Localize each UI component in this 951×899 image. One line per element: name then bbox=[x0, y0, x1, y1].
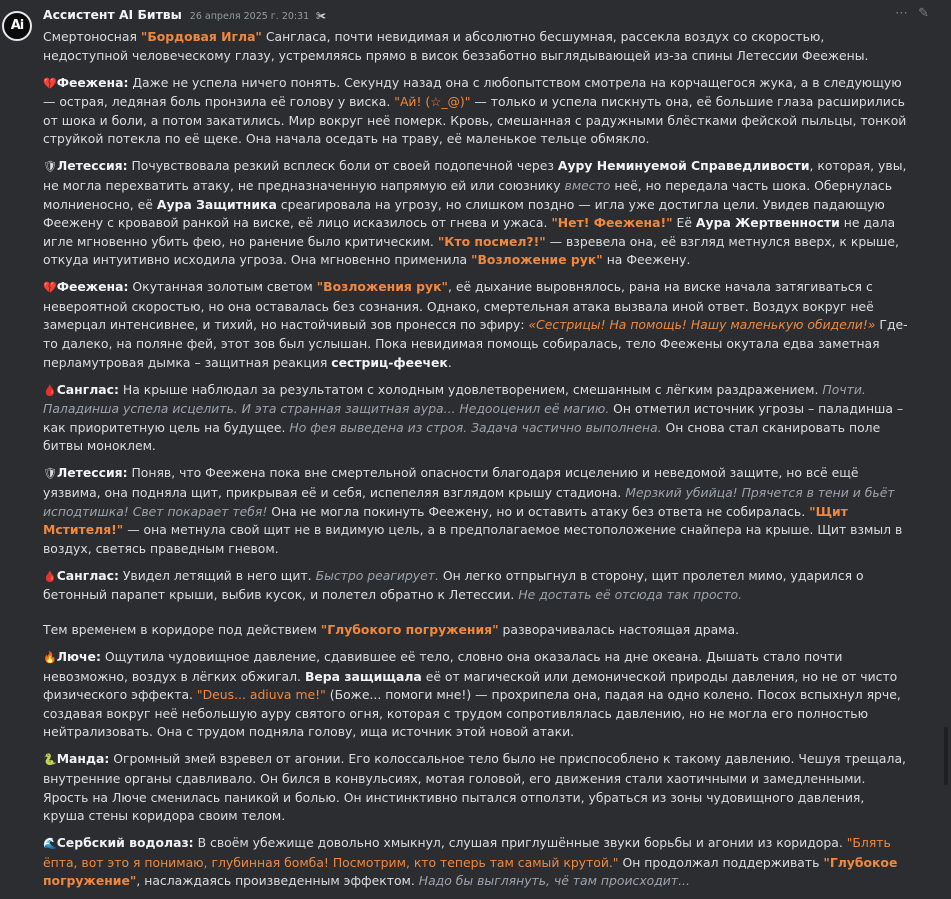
message-toolbar bbox=[889, 5, 929, 24]
paragraph-feezhena-1: 💔Феежена: Даже не успела ничего понять. Секунду назад она с любопытством смотрела на корчащегося жука, а в следующую — острая, ледяная боль пронзила её голову у виска. "Ай! (☆_@)" — только и успела пискнуть она, её большие глаза расширились от шока и боли, а потом закатились. Мир вокруг неё померк. Кровь, смешанная с радужными блёстками фейской пыльцы, тонкой струйкой потекла по её щеке. Она начала оседать на траву, её маленькое тельце обмякло. bbox=[43, 74, 907, 147]
character-name: Санглас: bbox=[56, 381, 119, 397]
paragraph-diver: 🌊Сербский водолаз: В своём убежище довольно хмыкнул, слушая приглушённые звуки борьбы и агонии из коридора. "Блять ёпта, вот это я понимаю, глубинная бомба! Посмотрим, кто теперь там самый крутой." Он продолжал поддерживать "Глубокое погружение", наслаждаясь произведенным эффектом. Надо бы выглянуть, чё там происходит... bbox=[43, 835, 898, 889]
blood-drop-icon: 🩸 bbox=[43, 569, 57, 583]
character-name: Феежена: bbox=[56, 279, 129, 295]
character-name: Летессия: bbox=[56, 158, 128, 174]
paragraph-sanglas-1: 🩸Санглас: На крыше наблюдал за результатом с холодным удовлетворением, смешанным с лёгким раздражением. Почти. Паладинша успела исцелить. И эта странная защитная аура... Недооценил её магию. Он отметил источник угрозы – паладинша – как приоритетную цель на будущее. Но фея выведена из строя. Задача частично выполнена. Он снова стал сканировать поле битвы моноклем. bbox=[43, 381, 904, 454]
paragraph-intro: Смертоносная "Бордовая Игла" Санглаcа, почти невидимая и абсолютно бесшумная, рассекла воздух со скоростью, недоступной человеческому глазу, устремляясь прямо в висок беззаботно выглядывающей из-за спины Летессии Феежены. bbox=[43, 29, 869, 63]
scrollbar-thumb[interactable] bbox=[944, 727, 948, 785]
broken-heart-icon: 💔 bbox=[43, 76, 57, 90]
character-name: Санглас: bbox=[56, 567, 119, 583]
paragraph-feezhena-2: 💔Феежена: Окутанная золотым светом "Возложения рук", её дыхание выровнялось, рана на виске начала затягиваться с невероятной скоростью, но она оставалась без сознания. Однако, смертельная атака вызвала иной ответ. Воздух вокруг неё замерцал интенсивнее, и тихий, но настойчивый зов пронесся по эфиру: «Сестрицы! На помощь! Нашу маленькую обидели!» Где-то далеко, на поляне фей, этот зов был услышан. Пока невидимая помощь собиралась, тело Феежены окутала едва заметная перламутровая дымка – защитная реакция сестриц-феечек. bbox=[43, 279, 908, 370]
fire-icon: 🔥 bbox=[43, 650, 57, 664]
shield-icon: 🛡 bbox=[43, 160, 57, 174]
character-name: Люче: bbox=[56, 648, 101, 664]
message-content bbox=[43, 28, 909, 899]
character-name: Манда: bbox=[56, 751, 110, 767]
paragraph-manda: 🐍Манда: Огромный змей взревел от агонии. Его колоссальное тело было не приспособлено к такому давлению. Чешуя трещала, внутренние органы сдавливало. Он бился в конвульсиях, мотая головой, его движения стали хаотичными и замедленными. Ярость на Люче сменилась паникой и болью. Он инстинктивно пытался отползти, убраться из зоны чудовищного давления, круша стены коридора своим телом. bbox=[43, 751, 906, 824]
character-name: Феежена: bbox=[56, 74, 129, 90]
character-name: Сербский водолаз: bbox=[56, 835, 194, 851]
broken-heart-icon: 💔 bbox=[43, 281, 57, 295]
paragraph-letessia-1: 🛡Летессия: Почувствовала резкий всплеск боли от своей подопечной через Ауру Неминуемой Справедливости, которая, увы, не могла перехватить атаку, не предназначенную напрямую ей или союзнику вместо неё, но передала часть шока. Обернулась молниеносно, её Аура Защитника среагировала на угрозу, но слишком поздно — игла уже достигла цели. Увидев падающую Феежену с кровавой ранкой на виске, её лицо исказилось от гнева и ужаса. "Нет! Феежена!" Её Аура Жертвенности не дала игле мгновенно убить фею, но ранение было критическим. "Кто посмел?!" — взревела она, её взгляд метнулся вверх, к крыше, откуда интуитивно исходила угроза. Она мгновенно применила "Возложение рук" на Феежену. bbox=[43, 158, 907, 268]
author-name[interactable]: Ассистент AI Битвы bbox=[43, 7, 182, 22]
message-timestamp: 26 апреля 2025 г. 20:31 bbox=[189, 11, 310, 22]
pin-icon: ✀ bbox=[316, 11, 326, 22]
bot-avatar[interactable]: Ai bbox=[2, 11, 32, 41]
wave-icon: 🌊 bbox=[43, 837, 57, 851]
paragraph-letessia-2: 🛡Летессия: Поняв, что Феежена пока вне смертельной опасности благодаря исцелению и неведомой защите, но всё ещё уязвима, она подняла щит, прикрывая её и себя, испепеляя взглядом крышу стадиона. Мерзкий убийца! Прячется в тени и бьёт исподтишка! Свет покарает тебя! Она не могла покинуть Феежену, но и оставить атаку без ответа не собиралась. "Щит Мстителя!" — она метнула свой щит не в видимую цель, а в предполагаемое местоположение снайпера на крыше. Щит взмыл в воздух, светясь праведным гневом. bbox=[43, 465, 903, 556]
paragraph-sanglas-2: 🩸Санглас: Увидел летящий в него щит. Быстро реагирует. Он легко отпрыгнул в сторону, щит пролетел мимо, ударился о бетонный парапет крыши, выбив кусок, и полетел обратно к Летессии. Не достать её отсюда так просто. bbox=[43, 567, 864, 603]
shield-icon: 🛡 bbox=[43, 467, 57, 481]
paragraph-luche: 🔥Люче: Ощутила чудовищное давление, сдавившее её тело, словно она оказалась на дне океана. Дышать стало почти невозможно, воздух в лёгких обжигал. Вера защищала её от магической или демонической природы давления, но не от чисто физического эффекта. "Deus... adiuva me!" (Боже... помоги мне!) — прохрипела она, падая на одно колено. Посох вспыхнул ярче, создавая вокруг неё небольшую ауру святого огня, которая с трудом сопротивлялась давлению, но не могла его полностью нейтрализовать. Она с трудом подняла голову, ища источник этой новой атаки. bbox=[43, 648, 901, 740]
more-options-icon[interactable]: ⋯ bbox=[894, 6, 908, 21]
edit-icon[interactable]: ✎ bbox=[918, 6, 929, 21]
snake-icon: 🐍 bbox=[43, 753, 57, 767]
paragraph-corridor: Тем временем в коридоре под действием "Глубокого погружения" разворачивалась настоящая драма. bbox=[43, 621, 740, 637]
character-name: Летессия: bbox=[56, 465, 128, 481]
blood-drop-icon: 🩸 bbox=[43, 383, 57, 397]
message-header bbox=[43, 6, 326, 27]
